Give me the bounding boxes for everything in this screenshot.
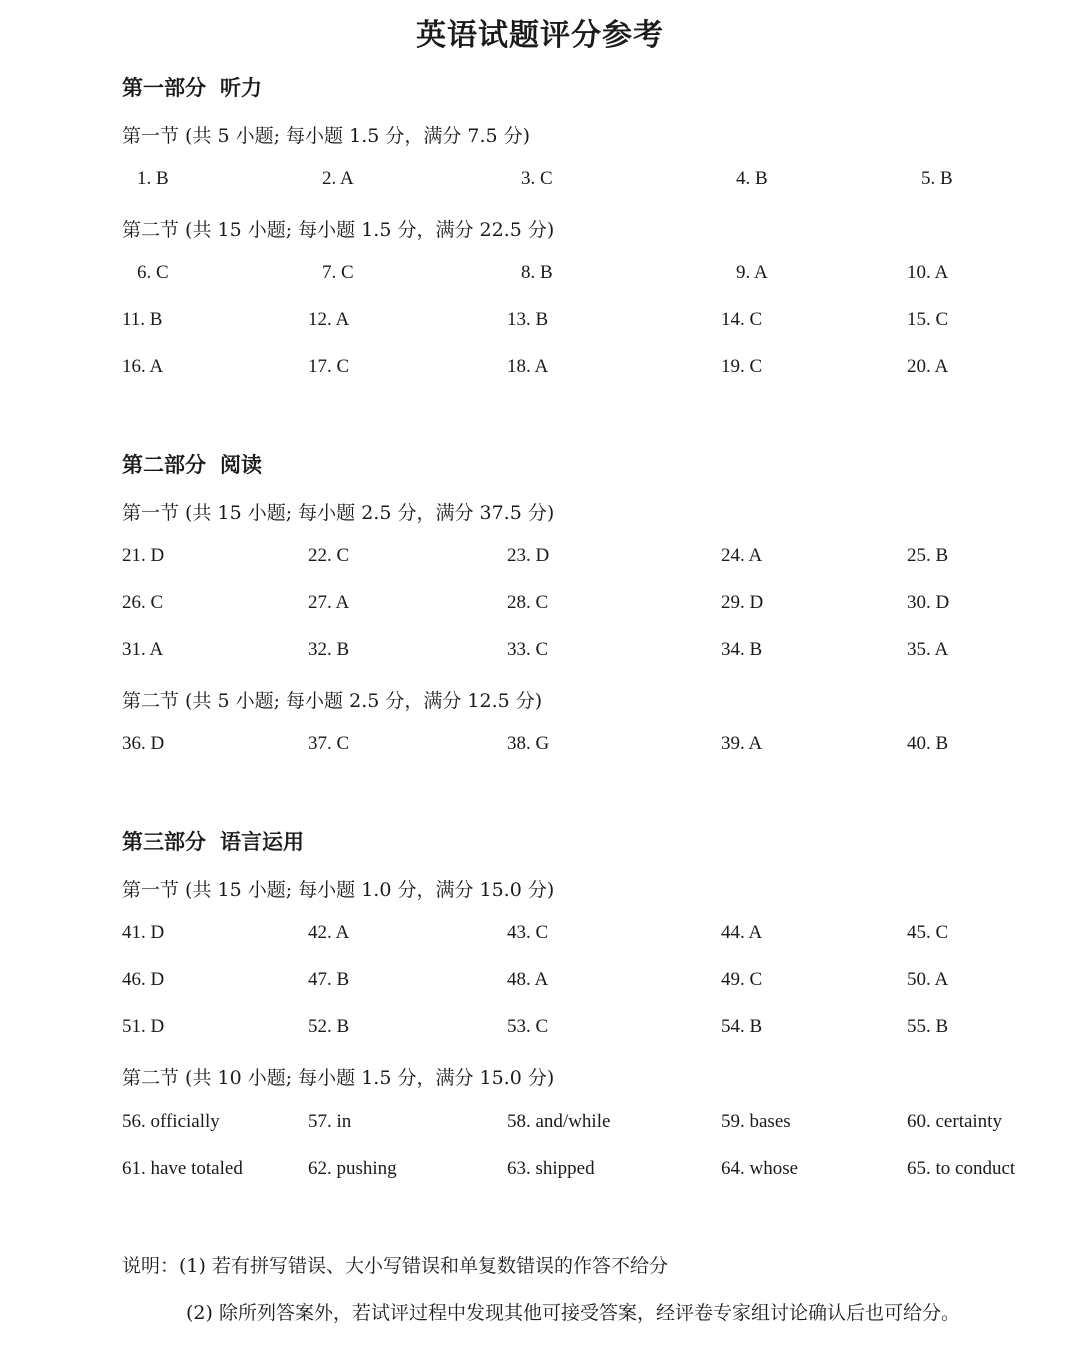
answer-item: 36. D xyxy=(122,733,165,754)
answer-item: 31. A xyxy=(122,639,164,660)
part3-section1-header: 第一节 (共 15 小题; 每小题 1.0 分，满分 15.0 分) xyxy=(122,879,555,901)
answer-item: 30. D xyxy=(907,592,950,613)
answer-item: 4. B xyxy=(736,168,768,189)
answer-row xyxy=(0,592,1080,622)
answer-item: 42. A xyxy=(308,922,350,943)
answer-item: 34. B xyxy=(721,639,763,660)
part1-section2-header: 第二节 (共 15 小题; 每小题 1.5 分，满分 22.5 分) xyxy=(122,219,555,241)
answer-item: 2. A xyxy=(322,168,354,189)
part2-label: 第二部分 xyxy=(122,453,206,477)
answer-item: 23. D xyxy=(507,545,550,566)
answer-item: 59. bases xyxy=(721,1111,791,1132)
answer-item: 35. A xyxy=(907,639,949,660)
answer-row xyxy=(0,733,1080,763)
answer-item: 32. B xyxy=(308,639,350,660)
part2-section1-header: 第一节 (共 15 小题; 每小题 2.5 分，满分 37.5 分) xyxy=(122,502,555,524)
answer-item: 8. B xyxy=(521,262,553,283)
answer-item: 21. D xyxy=(122,545,165,566)
answer-item: 28. C xyxy=(507,592,549,613)
part3-heading xyxy=(122,826,304,856)
answer-item: 37. C xyxy=(308,733,350,754)
answer-item: 65. to conduct xyxy=(907,1158,1016,1179)
part3-name: 语言运用 xyxy=(220,830,304,854)
answer-item: 40. B xyxy=(907,733,949,754)
answer-item: 14. C xyxy=(721,309,763,330)
answer-item: 53. C xyxy=(507,1016,549,1037)
answer-item: 13. B xyxy=(507,309,549,330)
answer-item: 27. A xyxy=(308,592,350,613)
answer-item: 61. have totaled xyxy=(122,1158,243,1179)
answer-item: 22. C xyxy=(308,545,350,566)
answer-item: 33. C xyxy=(507,639,549,660)
answer-item: 7. C xyxy=(322,262,354,283)
note-line-1: 说明：(1) 若有拼写错误、大小写错误和单复数错误的作答不给分 xyxy=(122,1255,668,1277)
answer-item: 26. C xyxy=(122,592,164,613)
answer-item: 39. A xyxy=(721,733,763,754)
part1-heading xyxy=(122,72,262,102)
answer-item: 38. G xyxy=(507,733,550,754)
answer-row xyxy=(0,1016,1080,1046)
part1-section1-header: 第一节 (共 5 小题; 每小题 1.5 分，满分 7.5 分) xyxy=(122,125,531,147)
answer-item: 44. A xyxy=(721,922,763,943)
answer-item: 29. D xyxy=(721,592,764,613)
answer-item: 24. A xyxy=(721,545,763,566)
answer-item: 20. A xyxy=(907,356,949,377)
answer-item: 12. A xyxy=(308,309,350,330)
answer-row xyxy=(0,639,1080,669)
answer-item: 60. certainty xyxy=(907,1111,1002,1132)
answer-item: 6. C xyxy=(137,262,169,283)
part3-section2-header: 第二节 (共 10 小题; 每小题 1.5 分，满分 15.0 分) xyxy=(122,1067,555,1089)
answer-item: 41. D xyxy=(122,922,165,943)
answer-row xyxy=(0,1111,1080,1141)
part3-label: 第三部分 xyxy=(122,830,206,854)
answer-item: 54. B xyxy=(721,1016,763,1037)
part2-section2-header: 第二节 (共 5 小题; 每小题 2.5 分，满分 12.5 分) xyxy=(122,690,543,712)
answer-row xyxy=(0,545,1080,575)
answer-item: 51. D xyxy=(122,1016,165,1037)
answer-item: 46. D xyxy=(122,969,165,990)
part2-name: 阅读 xyxy=(220,453,262,477)
answer-item: 16. A xyxy=(122,356,164,377)
part2-heading xyxy=(122,449,262,479)
answer-item: 49. C xyxy=(721,969,763,990)
note-line-2: (2) 除所列答案外，若试评过程中发现其他可接受答案，经评卷专家组讨论确认后也可给分。 xyxy=(186,1302,960,1324)
answer-item: 17. C xyxy=(308,356,350,377)
page-title: 英语试题评分参考 xyxy=(416,18,664,53)
answer-item: 3. C xyxy=(521,168,553,189)
answer-row xyxy=(0,922,1080,952)
answer-item: 11. B xyxy=(122,309,163,330)
answer-item: 58. and/while xyxy=(507,1111,611,1132)
answer-item: 45. C xyxy=(907,922,949,943)
answer-row xyxy=(0,969,1080,999)
answer-row xyxy=(0,356,1080,386)
answer-item: 18. A xyxy=(507,356,549,377)
answer-row xyxy=(0,168,1080,198)
answer-item: 63. shipped xyxy=(507,1158,595,1179)
answer-item: 43. C xyxy=(507,922,549,943)
answer-item: 57. in xyxy=(308,1111,352,1132)
answer-item: 5. B xyxy=(921,168,953,189)
answer-item: 10. A xyxy=(907,262,949,283)
answer-item: 48. A xyxy=(507,969,549,990)
answer-item: 15. C xyxy=(907,309,949,330)
answer-item: 56. officially xyxy=(122,1111,220,1132)
part1-name: 听力 xyxy=(220,76,262,100)
answer-item: 52. B xyxy=(308,1016,350,1037)
answer-item: 64. whose xyxy=(721,1158,799,1179)
answer-row xyxy=(0,262,1080,292)
answer-item: 50. A xyxy=(907,969,949,990)
answer-item: 19. C xyxy=(721,356,763,377)
answer-item: 55. B xyxy=(907,1016,949,1037)
answer-item: 9. A xyxy=(736,262,768,283)
answer-row xyxy=(0,309,1080,339)
part1-label: 第一部分 xyxy=(122,76,206,100)
answer-item: 62. pushing xyxy=(308,1158,397,1179)
answer-item: 47. B xyxy=(308,969,350,990)
answer-row xyxy=(0,1158,1080,1188)
answer-item: 25. B xyxy=(907,545,949,566)
answer-item: 1. B xyxy=(137,168,169,189)
